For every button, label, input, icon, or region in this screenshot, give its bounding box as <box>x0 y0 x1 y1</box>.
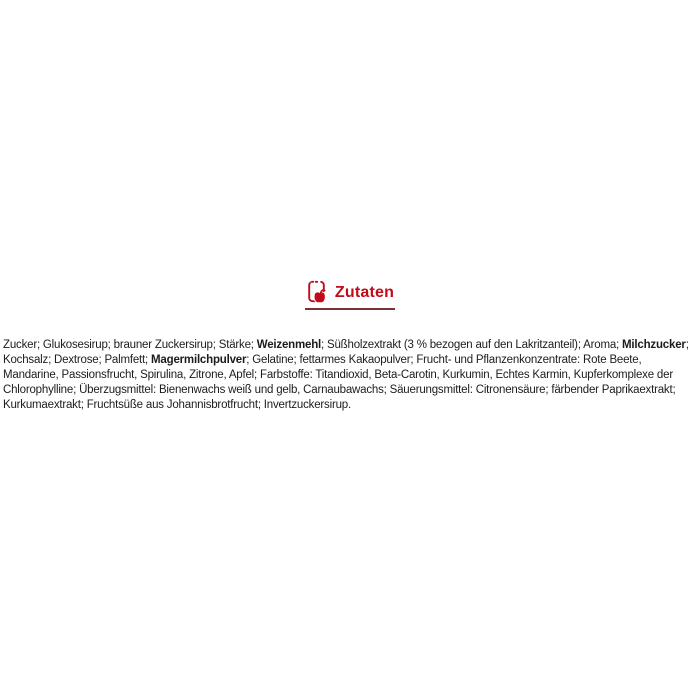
ingredients-text: Zucker; Glukosesirup; brauner Zuckersirup; Stärke; Weizenmehl; Süßholzextrakt (3 % bezogen auf den Lakritzanteil); Aroma; Milchzucker; Kochsalz; Dextrose; Palmfett; Magermilchpulver; Gelatine; fettarmes Kakaopulver; Frucht- und Pflanzenkonzentrate: Rote Beete, Mandarine, Passionsfrucht, Spirulina, Zitrone, Apfel; Farbstoffe: Titandioxid, Beta-Carotin, Kurkumin, Echtes Karmin, Kupferkomplexe der Chlorophylline; Überzugsmittel: Bienenwachs weiß und gelb, Carnaubawachs; Säuerungsmittel: Citronensäure; färbender Paprikaextrakt; Kurkumaextrakt; Fruchtsüße aus Johannisbrotfrucht; Invertzuckersirup. <box>3 339 689 411</box>
ingredients-header-group <box>305 279 395 310</box>
ingredients-header <box>0 279 700 310</box>
notepad-apple-icon <box>306 279 327 304</box>
section-title: Zutaten <box>334 283 395 301</box>
